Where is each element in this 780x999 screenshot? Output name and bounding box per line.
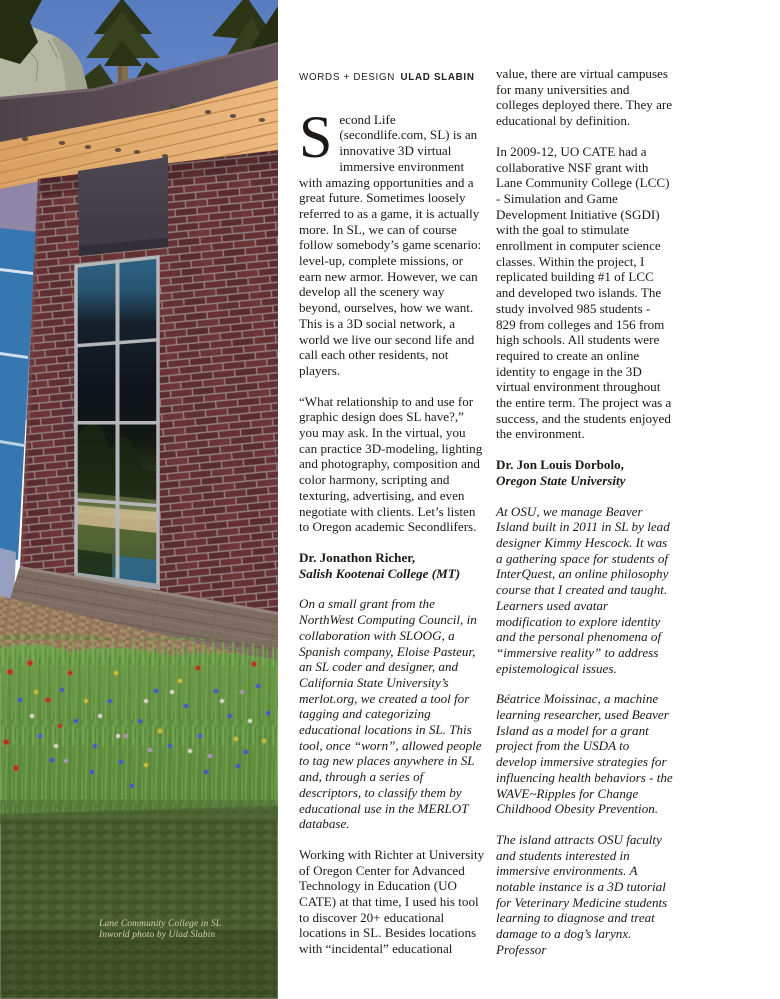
virtual-world-scene xyxy=(0,0,278,999)
photo-second-life-building xyxy=(0,0,278,999)
speaker-affiliation: Oregon State University xyxy=(496,472,626,488)
speaker-name: Dr. Jon Louis Dorbolo, xyxy=(496,457,624,473)
paragraph-moissinac: Béatrice Moissinac, a machine learning researcher, used Beaver Island as a model for a grant project from the USDA to develop immersive strategies for influencing health behaviors - the WAVE~Ripples for Change Childhood Obesity Prevention. xyxy=(496,691,673,817)
paragraph-richer-quote: On a small grant from the NorthWest Computing Council, in collaboration with SLOOG, a Spanish company, Eloise Pasteur, an SL coder and designer, and California State University’s merlot.org, we created a tool for tagging and categorizing educational locations in SL. This tool, once “worn”, allowed people to tag new places anywhere in SL and, through a series of descriptors, to classify them by educational use in the MERLOT database. xyxy=(299,596,482,832)
paragraph-osu-faculty: The island attracts OSU faculty and students interested in immersive environments. A notable instance is a 3D tutorial for Veterinary Medicine students learning to diagnose and treat damage to a dog’s larynx. Professor xyxy=(496,831,668,957)
paragraph-uo-cate: Working with Richter at University of Oregon Center for Advanced Technology in Education (UO CATE) at that time, I used his tool to discover 20+ educational locations in SL. Besides locations with “incidental” educational xyxy=(299,846,485,957)
paragraph-intro-text: econd Life (secondlife.com, SL) is an innovative 3D virtual immersive environment with amazing opportunities and a great future. Sometimes loosely referred to as a game, it is actually more. In SL, we can of course follow somebody’s game scenario: level-up, complete missions, or earn new armor. However, we can develop all the scenery way beyond, ourselves, how we want. This is a 3D social network, a world we live our second life and call each other residents, not players. xyxy=(299,111,482,378)
speaker-name: Dr. Jonathon Richer, xyxy=(299,549,416,565)
window xyxy=(74,257,160,590)
text-column-2 xyxy=(496,66,673,973)
text-column-1 xyxy=(299,66,485,972)
speaker-heading-dorbolo xyxy=(496,457,673,488)
photo-caption-line2: Inworld photo by Ulad Slabin xyxy=(99,929,216,940)
photo-caption-line1: Lane Community College in SL xyxy=(99,919,222,929)
photo-caption xyxy=(99,919,221,940)
speaker-heading-richer xyxy=(299,550,485,581)
window-header-panel xyxy=(78,157,168,256)
speaker-affiliation: Salish Kootenai College (MT) xyxy=(299,565,461,581)
lawn xyxy=(0,800,278,999)
paragraph-campuses: value, there are virtual campuses for many universities and colleges deployed there. They are educational by definition. xyxy=(496,66,673,129)
byline-label: WORDS + DESIGN xyxy=(299,72,396,83)
paragraph-intro xyxy=(299,103,485,379)
byline-author: ULAD SLABIN xyxy=(400,72,475,83)
drop-cap: S xyxy=(299,103,333,170)
paragraph-graphic-design: “What relationship to and use for graphic design does SL have?,” you may ask. In the virtual, you can practice 3D-modeling, lighting and photography, composition and color harmony, scripting and texturing, advertising, and even negotiate with clients. Let’s listen to Oregon academic Secondlifers. xyxy=(299,393,483,535)
paragraph-nsf-grant: In 2009-12, UO CATE had a collaborative NSF grant with Lane Community College (LCC) - Simulation and Game Development Initiative (SGDI) with the goal to stimulate enrollment in computer science classes. Within the project, I replicated building #1 of LCC and developed two islands. The study involved 985 students - 829 from colleges and 156 from high schools. All students were required to create an online identity to engage in the 3D virtual environment throughout the entire term. The project was a success, and the students enjoyed the environment. xyxy=(496,143,672,442)
byline xyxy=(299,70,485,86)
paragraph-beaver-island: At OSU, we manage Beaver Island built in 2011 in SL by lead designer Kimmy Hescock. It was a gathering space for students of InterQuest, an online philosophy course that I created and taught. Learners used avatar modification to explore identity and the personal phenomena of “immersive reality” to address epistemological issues. xyxy=(496,503,670,676)
